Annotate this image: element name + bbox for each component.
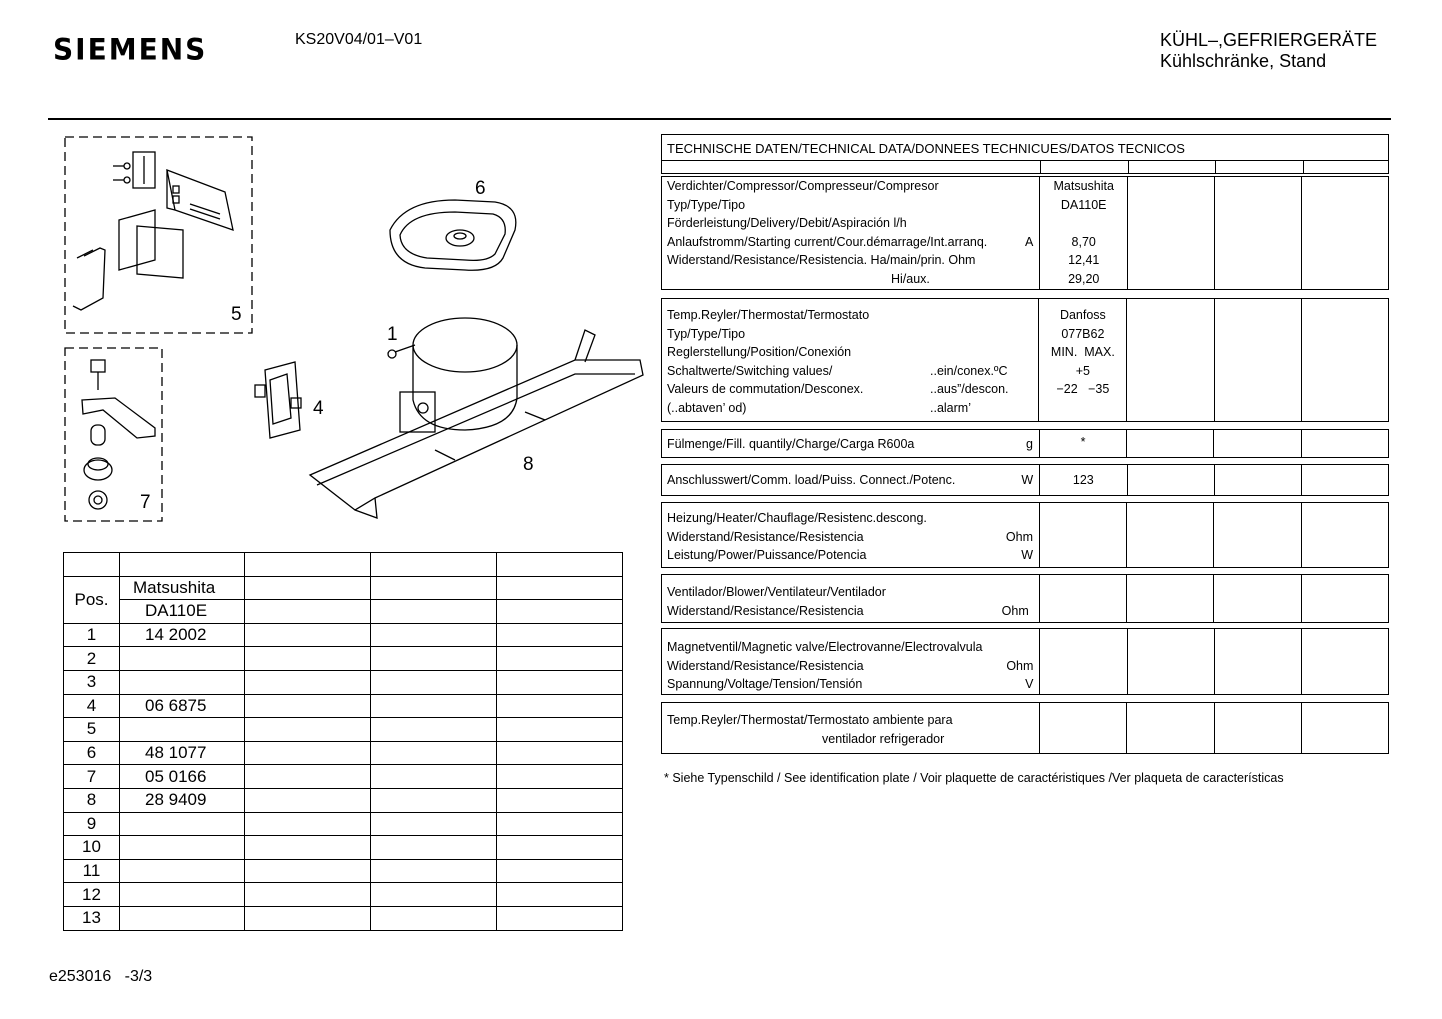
row-pos: 10 <box>64 836 120 860</box>
table-row <box>64 553 623 577</box>
row-pos: 6 <box>64 741 120 765</box>
table-row <box>64 906 623 930</box>
callout-1: 1 <box>387 324 398 345</box>
row-part: 48 1077 <box>120 741 245 765</box>
commutation-label: Valeurs de commutation/Desconex. ..aus”/descon. <box>667 382 1009 396</box>
starter-relay-illustration <box>255 362 301 438</box>
valve-label: Magnetventil/Magnetic valve/Electrovanne/Electrovalvula <box>667 640 983 654</box>
table-row <box>64 741 623 765</box>
alarm-label: (..abtaven’ od) ..alarm’ <box>667 400 971 415</box>
row-pos: 1 <box>64 623 120 647</box>
row-pos: 8 <box>64 788 120 812</box>
row-pos: 5 <box>64 718 120 742</box>
heater-label: Heizung/Heater/Chauflage/Resistenc.descong. <box>667 511 927 525</box>
position-label: Reglerstellung/Position/Conexión <box>667 345 852 359</box>
pos-header: Pos. <box>64 576 120 623</box>
blower-block <box>661 574 1389 623</box>
compressor-resistance-main: 12,41 <box>1068 253 1100 267</box>
row-pos: 2 <box>64 647 120 671</box>
row-part <box>120 859 245 883</box>
thermostat-position: MIN. MAX. <box>1050 345 1115 359</box>
callout-4: 4 <box>313 398 324 419</box>
table-row <box>64 600 623 624</box>
base-plate-illustration <box>310 330 643 518</box>
relay-parts-illustration <box>73 152 233 310</box>
row-pos: 12 <box>64 883 120 907</box>
resistance-label: Widerstand/Resistance/Resistencia. Ha/main/prin. Ohm <box>667 253 976 267</box>
table-row <box>64 694 623 718</box>
row-part: 14 2002 <box>120 623 245 647</box>
row-part <box>120 670 245 694</box>
fill-quantity-label: Fülmenge/Fill. quantily/Charge/Carga R600a g <box>667 437 1033 451</box>
row-pos: 13 <box>64 906 120 930</box>
table-row <box>64 765 623 789</box>
exploded-parts-diagram <box>55 130 655 540</box>
ambient-thermostat-sublabel: ventilador refrigerador <box>822 731 945 746</box>
row-part <box>120 906 245 930</box>
compressor-block <box>661 176 1389 290</box>
row-pos: 3 <box>64 670 120 694</box>
blower-label: Ventilador/Blower/Ventilateur/Ventilador <box>667 585 886 599</box>
callout-5: 5 <box>231 304 242 325</box>
comm-load-value: 123 <box>1072 473 1094 487</box>
compressor-resistance-aux: 29,20 <box>1068 271 1100 286</box>
thermostat-block <box>661 298 1389 422</box>
switching-values-label: Schaltwerte/Switching values/ ..ein/conex.ºC <box>667 363 1008 378</box>
category-subtitle: Kühlschränke, Stand <box>1160 51 1327 71</box>
table-row <box>64 836 623 860</box>
identification-note: * Siehe Typenschild / See identification plate / Voir plaquette de caractéristiques /Ver plaqueta de características <box>664 771 1284 785</box>
row-part <box>120 812 245 836</box>
table-row <box>64 859 623 883</box>
thermostat-make: Danfoss <box>1059 308 1106 322</box>
thermostat-type-label: Typ/Type/Tipo <box>667 326 746 341</box>
row-pos: 11 <box>64 859 120 883</box>
table-row <box>64 576 623 600</box>
compressor-illustration <box>388 318 517 432</box>
table-row <box>64 883 623 907</box>
callout-6: 6 <box>475 178 486 199</box>
compressor-delivery <box>1040 214 1127 233</box>
table-row <box>64 788 623 812</box>
compressor-make: Matsushita <box>1053 179 1114 193</box>
row-part <box>120 647 245 671</box>
parts-table <box>63 552 623 931</box>
starting-current-label: Anlaufstromm/Starting current/Cour.démarrage/Int.arranq. A <box>667 234 1034 249</box>
table-row <box>64 812 623 836</box>
make-header: Matsushita <box>120 576 245 600</box>
aux-label: Hi/aux. <box>891 271 930 286</box>
row-part <box>120 883 245 907</box>
ambient-thermostat-label: Temp.Reyler/Thermostat/Termostato ambiente para <box>667 713 953 727</box>
valve-resistance-label: Widerstand/Resistance/Resistencia Ohm <box>667 658 1034 673</box>
load-block <box>661 464 1389 496</box>
table-row <box>64 718 623 742</box>
heater-power-label: Leistung/Power/Puissance/Potencia W <box>667 548 1034 562</box>
mounting-parts-illustration <box>82 360 155 509</box>
document-footer: e253016 -3/3 <box>49 968 153 985</box>
model-number: KS20V04/01–V01 <box>295 31 423 48</box>
valve-voltage-label: Spannung/Voltage/Tension/Tensión V <box>667 677 1034 691</box>
thermostat-type: 077B62 <box>1061 326 1105 341</box>
heater-resistance-label: Widerstand/Resistance/Resistencia Ohm <box>667 529 1034 544</box>
comm-load-label: Anschlusswert/Comm. load/Puiss. Connect./Potenc. W <box>667 473 1034 487</box>
row-pos: 9 <box>64 812 120 836</box>
thermostat-on-value: +5 <box>1075 363 1091 378</box>
drip-tray-illustration <box>390 200 516 270</box>
category-title: KÜHL–,GEFRIERGERÄTE <box>1160 30 1378 50</box>
row-part <box>120 718 245 742</box>
row-part: 06 6875 <box>120 694 245 718</box>
row-part: 28 9409 <box>120 788 245 812</box>
fill-quantity-value: * <box>1080 435 1086 449</box>
thermostat-label: Temp.Reyler/Thermostat/Termostato <box>667 308 870 322</box>
row-pos: 4 <box>64 694 120 718</box>
blower-resistance-label: Widerstand/Resistance/Resistencia Ohm <box>667 603 1029 618</box>
compressor-type: DA110E <box>1060 197 1107 212</box>
type-label: Typ/Type/Tipo <box>667 197 746 212</box>
fill-block <box>661 429 1389 458</box>
type-header: DA110E <box>120 600 245 624</box>
table-row <box>64 647 623 671</box>
row-pos: 7 <box>64 765 120 789</box>
thermostat-off-values: −22 −35 <box>1056 382 1110 396</box>
thermostat-alarm-value <box>1039 399 1126 418</box>
callout-7: 7 <box>140 492 151 513</box>
table-row <box>64 670 623 694</box>
heater-block <box>661 502 1389 568</box>
compressor-label: Verdichter/Compressor/Compresseur/Compresor <box>667 179 939 193</box>
table-row <box>64 623 623 647</box>
header-divider <box>48 118 1391 120</box>
row-part <box>120 836 245 860</box>
valve-block <box>661 628 1389 695</box>
tech-data-title: TECHNISCHE DATEN/TECHNICAL DATA/DONNEES TECHNICUES/DATOS TECNICOS <box>661 134 1389 161</box>
compressor-current: 8,70 <box>1071 234 1096 249</box>
brand-logo: SIEMENS <box>53 32 208 67</box>
callout-8: 8 <box>523 454 534 475</box>
row-part: 05 0166 <box>120 765 245 789</box>
tech-data-subheader <box>661 161 1389 174</box>
delivery-label: Förderleistung/Delivery/Debit/Aspiración l/h <box>667 216 907 230</box>
ambient-thermostat-block <box>661 702 1389 754</box>
